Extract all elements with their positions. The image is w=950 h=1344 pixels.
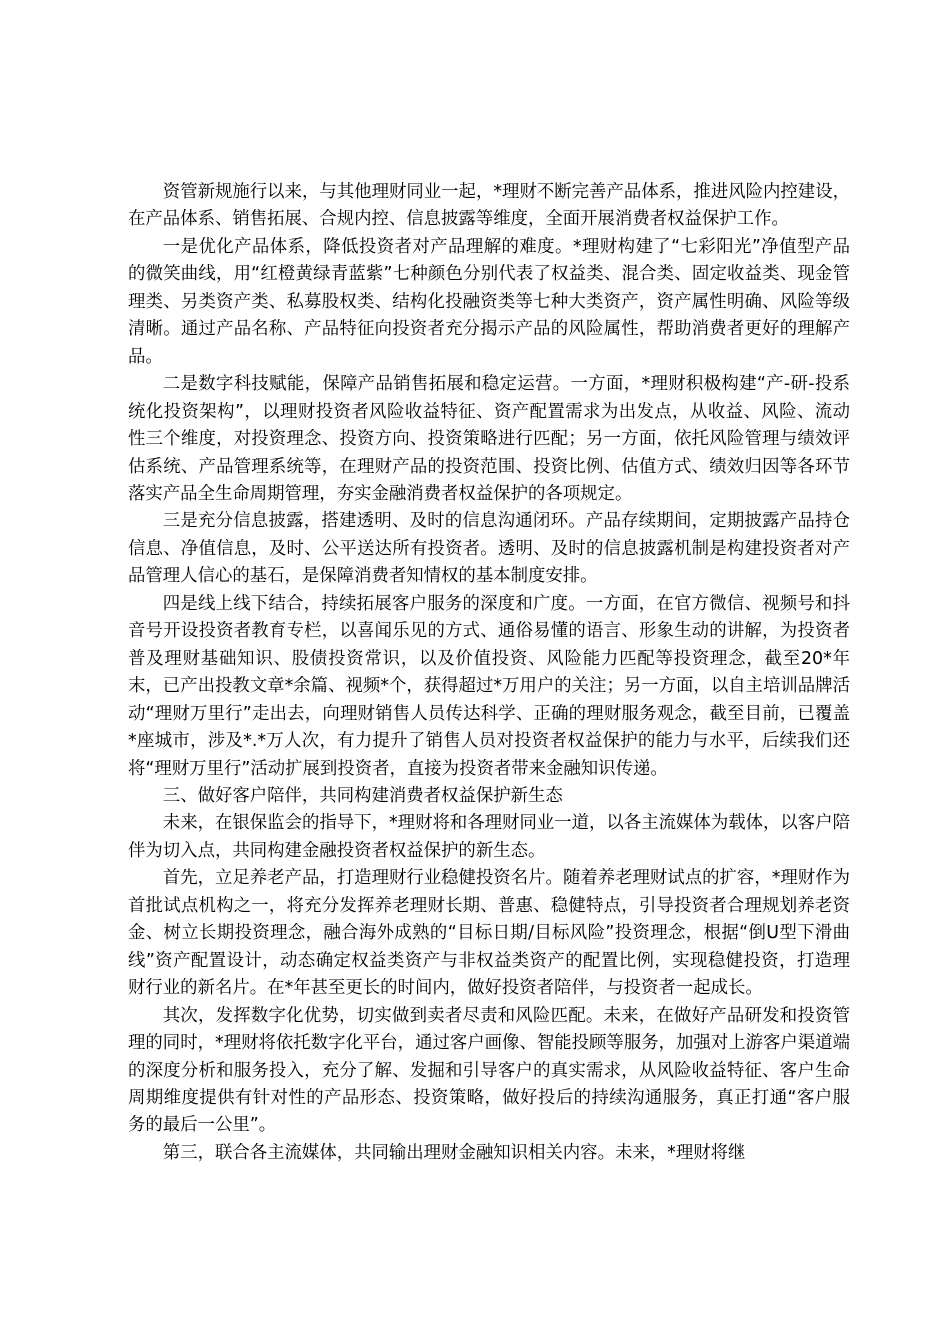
paragraph-future: 未来，在银保监会的指导下，*理财将和各理财同业一道，以各主流媒体为载体，以客户陪伴为切入点，共同构建金融投资者权益保护的新生态。 — [128, 813, 850, 861]
document-body — [128, 179, 850, 1167]
paragraph-second-digital: 其次，发挥数字化优势，切实做到卖者尽责和风险匹配。未来，在做好产品研发和投资管理的同时，*理财将依托数字化平台，通过客户画像、智能投顾等服务，加强对上游客户渠道端的深度分析和服务投入，充分了解、发掘和引导客户的真实需求，从风险收益特征、客户生命周期维度提供有针对性的产品形态、投资策略，做好投后的持续沟通服务，真正打通“客户服务的最后一公里”。 — [128, 1005, 850, 1136]
paragraph-info-disclosure: 三是充分信息披露，搭建透明、及时的信息沟通闭环。产品存续期间，定期披露产品持仓信息、净值信息，及时、公平送达所有投资者。透明、及时的信息披露机制是构建投资者对产品管理人信心的基石，是保障消费者知情权的基本制度安排。 — [128, 511, 850, 587]
paragraph-digital-tech: 二是数字科技赋能，保障产品销售拓展和稳定运营。一方面，*理财积极构建“产-研-投系统化投资架构”，以理财投资者风险收益特征、资产配置需求为出发点，从收益、风险、流动性三个维度，对投资理念、投资方向、投资策略进行匹配；另一方面，依托风险管理与绩效评估系统、产品管理系统等，在理财产品的投资范围、投资比例、估值方式、绩效归因等各环节落实产品全生命周期管理，夯实金融消费者权益保护的各项规定。 — [128, 374, 850, 504]
paragraph-first-pension: 首先，立足养老产品，打造理财行业稳健投资名片。随着养老理财试点的扩容，*理财作为首批试点机构之一，将充分发挥养老理财长期、普惠、稳健特点，引导投资者合理规划养老资金、树立长期投资理念，融合海外成熟的“目标日期/目标风险”投资理念，根据“倒U型下滑曲线”资产配置设计，动态确定权益类资产与非权益类资产的配置比例，实现稳健投资，打造理财行业的新名片。在*年甚至更长的时间内，做好投资者陪伴，与投资者一起成长。 — [128, 868, 850, 999]
paragraph-online-offline: 四是线上线下结合，持续拓展客户服务的深度和广度。一方面，在官方微信、视频号和抖音号开设投资者教育专栏，以喜闻乐见的方式、通俗易懂的语言、形象生动的讲解，为投资者普及理财基础知识、股债投资常识，以及价值投资、风险能力匹配等投资理念，截至20*年末，已产出投教文章*余篇、视频*个，获得超过*万用户的关注；另一方面，以自主培训品牌活动“理财万里行”走出去，向理财销售人员传达科学、正确的理财服务观念，截至目前，已覆盖*座城市，涉及*.*万人次，有力提升了销售人员对投资者权益保护的能力与水平，后续我们还将“理财万里行”活动扩展到投资者，直接为投资者带来金融知识传递。 — [128, 593, 850, 779]
paragraph-product-system: 一是优化产品体系，降低投资者对产品理解的难度。*理财构建了“七彩阳光”净值型产品的微笑曲线，用“红橙黄绿青蓝紫”七种颜色分别代表了权益类、混合类、固定收益类、现金管理类、另类资产类、私募股权类、结构化投融资类等七种大类资产，资产属性明确、风险等级清晰。通过产品名称、产品特征向投资者充分揭示产品的风险属性，帮助消费者更好的理解产品。 — [128, 236, 850, 367]
paragraph-third-media: 第三，联合各主流媒体，共同输出理财金融知识相关内容。未来，*理财将继 — [162, 1142, 746, 1163]
section-heading-customer-companionship: 三、做好客户陪伴，共同构建消费者权益保护新生态 — [162, 785, 563, 806]
paragraph-intro: 资管新规施行以来，与其他理财同业一起，*理财不断完善产品体系，推进风险内控建设，在产品体系、销售拓展、合规内控、信息披露等维度，全面开展消费者权益保护工作。 — [128, 182, 850, 230]
